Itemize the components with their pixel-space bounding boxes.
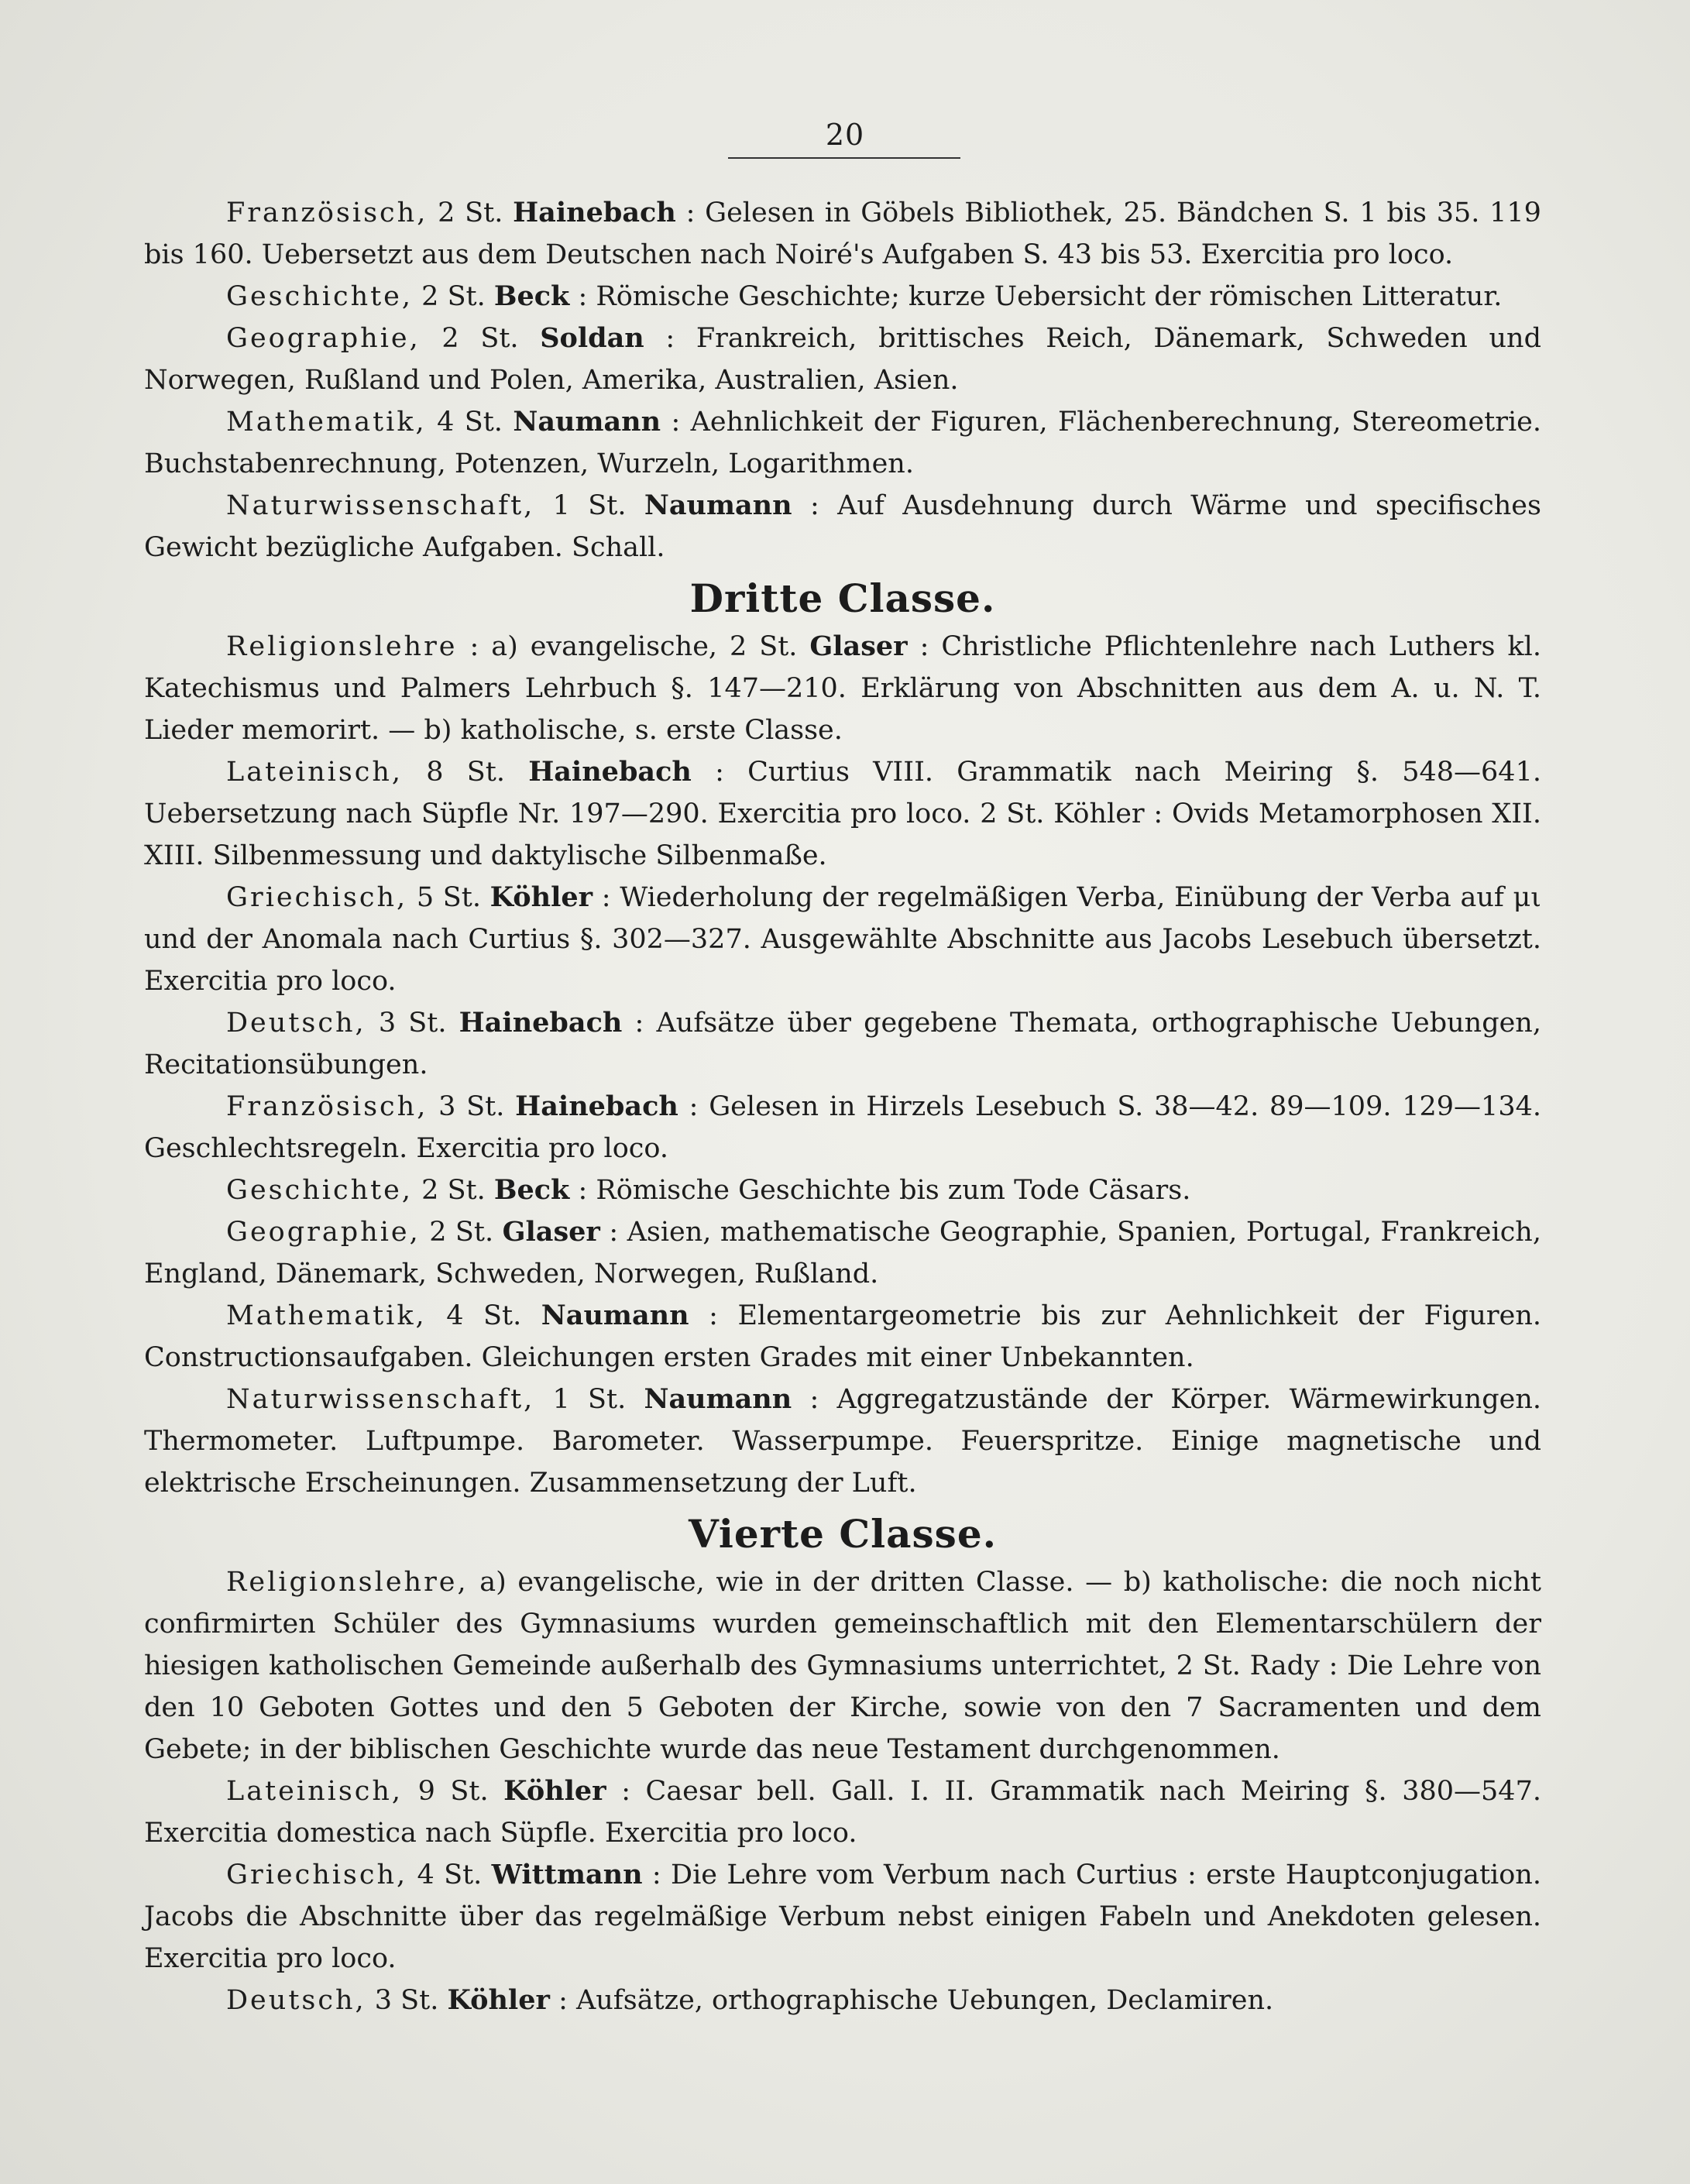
subject-entry <box>144 626 1541 751</box>
subject-name: Geschichte, <box>226 281 414 312</box>
hours-per-week: 4 St. <box>437 407 503 438</box>
subject-name: Mathematik, <box>226 407 427 438</box>
hours-per-week: 4 St. <box>417 1859 483 1890</box>
teacher-name: Hainebach <box>459 1007 623 1039</box>
teacher-name: Köhler <box>447 1984 550 2016</box>
syllabus-text: : Christliche Pflichtenlehre nach Luthers kl. Katechismus und Palmers Lehrbuch §. 147—210. Erklärung von Abschnitten aus dem A. u. N. T. Lieder memorirt. — b) katholische, s. erste Classe. <box>144 631 1541 746</box>
teacher-name: Hainebach <box>528 756 692 788</box>
subject-entry <box>144 877 1541 1002</box>
hours-per-week: 1 St. <box>552 1384 627 1415</box>
subject-name: Lateinisch, <box>226 757 404 788</box>
subject-name: Religionslehre <box>226 631 458 662</box>
subject-entry <box>144 1854 1541 1980</box>
subject-name: Französisch, <box>226 197 428 228</box>
teacher-name: Beck <box>493 1174 570 1206</box>
syllabus-text: : Aehnlichkeit der Figuren, Flächenberechnung, Stereometrie. Buchstabenrechnung, Potenzen, Wurzeln, Logarithmen. <box>144 407 1541 479</box>
syllabus-text: : Wiederholung der regelmäßigen Verba, Einübung der Verba auf μι und der Anomala nach Curtius §. 302—327. Ausgewählte Abschnitte aus Jacobs Lesebuch übersetzt. Exercitia pro loco. <box>144 882 1541 997</box>
hours-per-week: 2 St. <box>421 281 486 312</box>
subject-entry <box>144 1379 1541 1504</box>
subject-name: Naturwissenschaft, <box>226 490 535 521</box>
report-body <box>144 192 1541 2021</box>
syllabus-text: : Frankreich, brittisches Reich, Dänemark, Schweden und Norwegen, Rußland und Polen, Amerika, Australien, Asien. <box>144 323 1541 396</box>
teacher-name: Köhler <box>489 881 593 913</box>
syllabus-text: : Aufsätze, orthographische Uebungen, Declamiren. <box>558 1985 1274 2016</box>
syllabus-text: : Caesar bell. Gall. I. II. Grammatik nach Meiring §. 380—547. Exercitia domestica nach Süpfle. Exercitia pro loco. <box>144 1776 1541 1849</box>
teacher-name: Hainebach <box>515 1090 678 1122</box>
syllabus-text: die noch nicht confirmirten Schüler des Gymnasiums wurden gemeinschaftlich mit den Elementarschülern der hiesigen katholischen Gemeinde außerhalb des Gymnasiums unterrichtet, 2 St. Rady : Die Lehre von den 10 Geboten Gottes und den 5 Geboten der Kirche, sowie von den 7 Sacramenten und dem Gebete; in der biblischen Geschichte wurde das neue Testament durchgenommen. <box>144 1567 1541 1765</box>
subject-name: Französisch, <box>226 1091 428 1122</box>
syllabus-text: : Curtius VIII. Grammatik nach Meiring §. 548—641. Uebersetzung nach Süpfle Nr. 197—290. Exercitia pro loco. 2 St. Köhler : Ovids Metamorphosen XII. XIII. Silbenmessung und daktylische Silbenmaße. <box>144 757 1541 871</box>
subject-entry <box>144 751 1541 877</box>
subject-name: Geographie, <box>226 1217 421 1248</box>
class-heading: Dritte Classe. <box>689 575 996 621</box>
hours-per-week: 2 St. <box>438 197 503 228</box>
teacher-name: Naumann <box>513 406 661 438</box>
teacher-name: Wittmann <box>491 1859 643 1890</box>
subject-name: Naturwissenschaft, <box>226 1384 535 1415</box>
subject-entry <box>144 1295 1541 1379</box>
hours-per-week: 4 St. <box>446 1300 522 1331</box>
subject-name: Griechisch, <box>226 1859 408 1890</box>
hours-per-week: : a) evangelische, 2 St. <box>469 631 798 662</box>
subject-name: Geographie, <box>226 323 421 354</box>
hours-per-week: a) evangelische, wie in der dritten Classe. — b) katholische: <box>479 1567 1330 1598</box>
teacher-name: Köhler <box>503 1775 606 1807</box>
subject-entry <box>144 1770 1541 1854</box>
subject-entry <box>144 1002 1541 1086</box>
teacher-name: Naumann <box>541 1300 689 1331</box>
subject-entry <box>144 1980 1541 2021</box>
hours-per-week: 2 St. <box>441 323 519 354</box>
subject-entry <box>144 1169 1541 1211</box>
subject-name: Lateinisch, <box>226 1776 404 1807</box>
subject-name: Religionslehre, <box>226 1567 469 1598</box>
hours-per-week: 5 St. <box>416 882 481 913</box>
teacher-name: Naumann <box>644 489 792 521</box>
teacher-name: Naumann <box>644 1383 792 1415</box>
syllabus-text: : Auf Ausdehnung durch Wärme und specifisches Gewicht bezügliche Aufgaben. Schall. <box>144 490 1541 563</box>
subject-entry <box>144 485 1541 568</box>
page-number: 20 <box>825 118 865 152</box>
subject-entry <box>144 1086 1541 1169</box>
hours-per-week: 2 St. <box>421 1175 486 1206</box>
syllabus-text: : Aggregatzustände der Körper. Wärmewirkungen. Thermometer. Luftpumpe. Barometer. Wasserpumpe. Feuerspritze. Einige magnetische und elektrische Erscheinungen. Zusammensetzung der Luft. <box>144 1384 1541 1499</box>
subject-name: Griechisch, <box>226 882 408 913</box>
subject-entry <box>144 1211 1541 1295</box>
subject-name: Geschichte, <box>226 1175 414 1206</box>
syllabus-text: : Die Lehre vom Verbum nach Curtius : erste Hauptconjugation. Jacobs die Abschnitte über das regelmäßige Verbum nebst einigen Fabeln und Anekdoten gelesen. Exercitia pro loco. <box>144 1859 1541 1974</box>
subject-entry <box>144 192 1541 276</box>
teacher-name: Glaser <box>809 630 908 662</box>
syllabus-text: : Asien, mathematische Geographie, Spanien, Portugal, Frankreich, England, Dänemark, Schweden, Norwegen, Rußland. <box>144 1217 1541 1289</box>
hours-per-week: 3 St. <box>374 1985 439 2016</box>
header-rule <box>728 157 960 159</box>
syllabus-text: : Römische Geschichte bis zum Tode Cäsars. <box>578 1175 1191 1206</box>
subject-entry <box>144 318 1541 401</box>
subject-name: Deutsch, <box>226 1985 366 2016</box>
hours-per-week: 9 St. <box>417 1776 489 1807</box>
subject-name: Mathematik, <box>226 1300 427 1331</box>
syllabus-text: : Römische Geschichte; kurze Uebersicht der römischen Litteratur. <box>578 281 1503 312</box>
teacher-name: Hainebach <box>513 197 676 228</box>
syllabus-text: : Gelesen in Hirzels Lesebuch S. 38—42. 89—109. 129—134. Geschlechtsregeln. Exercitia pro loco. <box>144 1091 1541 1164</box>
hours-per-week: 1 St. <box>552 490 627 521</box>
subject-entry <box>144 401 1541 485</box>
subject-entry <box>144 276 1541 318</box>
syllabus-text: : Aufsätze über gegebene Themata, orthographische Uebungen, Recitationsübungen. <box>144 1008 1541 1080</box>
subject-name: Deutsch, <box>226 1008 366 1039</box>
teacher-name: Soldan <box>540 322 644 354</box>
hours-per-week: 2 St. <box>429 1217 494 1248</box>
syllabus-text: : Elementargeometrie bis zur Aehnlichkeit der Figuren. Constructionsaufgaben. Gleichungen ersten Grades mit einer Unbekannten. <box>144 1300 1541 1373</box>
teacher-name: Glaser <box>502 1216 600 1248</box>
syllabus-text: : Gelesen in Göbels Bibliothek, 25. Bändchen S. 1 bis 35. 119 bis 160. Uebersetzt aus dem Deutschen nach Noiré's Aufgaben S. 43 bis 53. Exercitia pro loco. <box>144 197 1541 270</box>
hours-per-week: 3 St. <box>378 1008 447 1039</box>
hours-per-week: 8 St. <box>426 757 505 788</box>
subject-entry <box>144 1561 1541 1770</box>
class-heading: Vierte Classe. <box>688 1511 998 1557</box>
hours-per-week: 3 St. <box>438 1091 505 1122</box>
teacher-name: Beck <box>493 280 570 312</box>
